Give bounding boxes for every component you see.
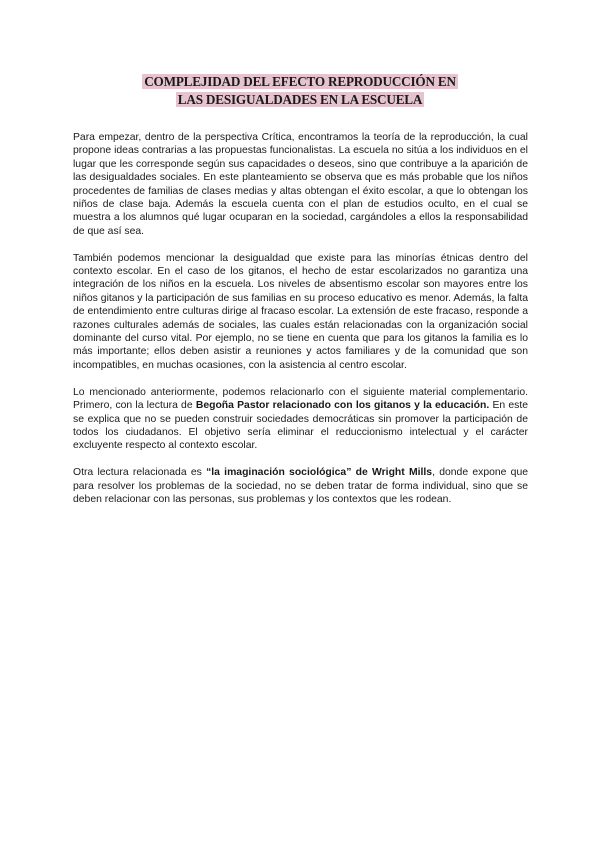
- paragraph-3-bold-reference: Begoña Pastor relacionado con los gitanos y la educación.: [195, 400, 490, 412]
- title-line-1: COMPLEJIDAD DEL EFECTO REPRODUCCIÓN EN: [144, 74, 456, 89]
- paragraph-3-text-end: En este se explica que no se pueden construir sociedades democráticas sin promover la participación de todos los ciudadanos. El objetivo sería eliminar el reduccionismo intelectual y el carácter excluyente respecto al contexto escolar.: [73, 400, 528, 452]
- paragraph-3-text-start: Lo mencionado anteriormente, podemos relacionarlo con el siguiente material complementario. Primero, con la lectura de: [73, 386, 528, 412]
- paragraph-4: [73, 466, 528, 506]
- paragraph-4-text-start: Otra lectura relacionada es: [73, 467, 207, 479]
- document-body: [73, 131, 528, 520]
- paragraph-4-bold-reference: “la imaginación sociológica” de Wright Mills: [206, 467, 433, 479]
- paragraph-1: Para empezar, dentro de la perspectiva Crítica, encontramos la teoría de la reproducción, la cual propone ideas contrarias a las propuestas funcionalistas. La escuela no sitúa a los individuos en el lugar que les corresponde según sus capacidades o deseos, sino que contribuye a la aparición de las desigualdades sociales. En este planteamiento se observa que es más probable que los niños procedentes de familias de clases medias y altas obtengan el éxito escolar, a que lo obtengan los niños de clase baja. Además la escuela cuenta con el plan de estudios oculto, en el cual se muestra a los alumnos qué lugar ocuparan en la sociedad, cargándoles a ellos la responsabilidad de que así sea.: [73, 132, 528, 237]
- title-line-2: LAS DESIGUALDADES EN LA ESCUELA: [177, 92, 423, 107]
- paragraph-4-text-end: , donde expone que para resolver los problemas de la sociedad, no se deben tratar de forma individual, sino que se deben relacionar con las personas, sus problemas y los contextos que les rodean.: [73, 467, 529, 505]
- document-title: [0, 73, 600, 109]
- paragraph-3: [73, 386, 528, 453]
- paragraph-2: También podemos mencionar la desigualdad que existe para las minorías étnicas dentro del contexto escolar. En el caso de los gitanos, el hecho de estar escolarizados no garantiza una integración de los niños en la escuela. Los niveles de absentismo escolar son mayores entre los niños gitanos y la participación de sus familias en su proceso educativo es menor. Además, la falta de entendimiento entre culturas dirige al fracaso escolar. La extensión de este fracaso, responde a razones culturales además de sociales, las cuales están relacionadas con la organización social dominante del curso vital. Por ejemplo, no se tiene en cuenta que para los gitanos la familia es lo más importante; ellos deben asistir a reuniones y actos familiares y de la comunidad que son incompatibles, en muchas ocasiones, con la asistencia al centro escolar.: [73, 252, 528, 371]
